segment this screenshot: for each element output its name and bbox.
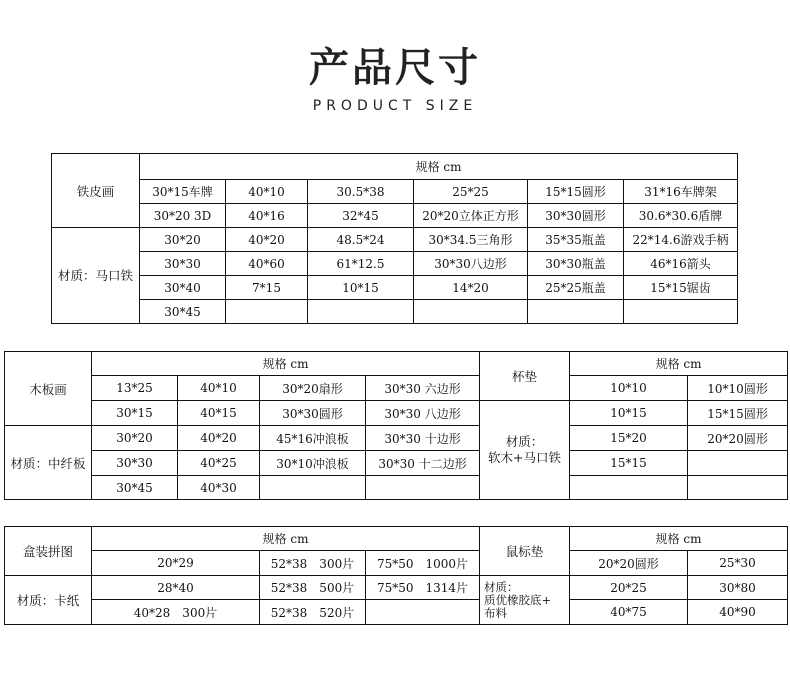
table-cell: 40*10 [178,376,260,401]
table-cell [624,300,738,324]
tin-product-name: 铁皮画 [52,154,140,228]
table-cell [570,476,688,500]
table-cell: 30*45 [140,300,226,324]
table-cell: 40*75 [570,600,688,625]
table-cell [414,300,528,324]
table-cell: 20*25 [570,576,688,600]
coaster-material-line2: 软木+马口铁 [488,450,562,465]
table-cell [366,600,480,625]
table-cell: 52*38 500片 [260,576,366,600]
puzzle-spec-header: 规格 cm [92,527,480,551]
puzzle-material: 材质：卡纸 [5,576,92,625]
table-cell: 30*30瓶盖 [528,252,624,276]
table-cell: 30*20 3D [140,204,226,228]
table-cell: 30*30 十边形 [366,426,480,451]
table-cell: 30*20扇形 [260,376,366,401]
table-cell: 40*15 [178,401,260,426]
wood-product-name: 木板画 [5,352,92,426]
table-cell: 30.6*30.6盾牌 [624,204,738,228]
mousepad-material-line2: 质优橡胶底+ [484,592,552,607]
table-cell: 46*16箭头 [624,252,738,276]
mousepad-material-line1: 材质： [484,579,519,594]
table-cell: 40*60 [226,252,308,276]
table-cell: 25*30 [688,551,788,576]
table-cell [308,300,414,324]
puzzle-mousepad-table [4,526,788,625]
table-cell: 52*38 520片 [260,600,366,625]
table-cell: 22*14.6游戏手柄 [624,228,738,252]
table-cell: 40*16 [226,204,308,228]
table-cell: 40*20 [226,228,308,252]
mousepad-material-line3: 布料 [484,605,507,620]
table-cell: 20*20立体正方形 [414,204,528,228]
table-cell: 30*30 [140,252,226,276]
table-cell: 61*12.5 [308,252,414,276]
table-cell: 75*50 1000片 [366,551,480,576]
table-cell: 25*25瓶盖 [528,276,624,300]
table-cell [260,476,366,500]
table-cell [688,476,788,500]
table-cell: 25*25 [414,180,528,204]
page-subtitle: PRODUCT SIZE [312,98,478,114]
table-cell: 14*20 [414,276,528,300]
table-cell: 40*20 [178,426,260,451]
table-cell: 30*20 [92,426,178,451]
table-cell: 30*30圆形 [260,401,366,426]
table-cell: 30*30圆形 [528,204,624,228]
table-cell [688,451,788,476]
table-cell [366,476,480,500]
coaster-material-line1: 材质： [505,434,544,449]
table-cell: 30*10冲浪板 [260,451,366,476]
table-cell: 15*15圆形 [688,401,788,426]
mousepad-product-name: 鼠标垫 [480,527,570,576]
table-cell: 20*20圆形 [570,551,688,576]
mousepad-spec-header: 规格 cm [570,527,788,551]
table-cell: 10*15 [570,401,688,426]
wood-material: 材质：中纤板 [5,426,92,500]
table-cell: 48.5*24 [308,228,414,252]
table-cell: 20*29 [92,551,260,576]
table-cell: 30*30 八边形 [366,401,480,426]
table-cell: 32*45 [308,204,414,228]
table-cell: 40*90 [688,600,788,625]
table-cell: 30*30八边形 [414,252,528,276]
table-cell [226,300,308,324]
table-cell: 10*10圆形 [688,376,788,401]
table-cell: 45*16冲浪板 [260,426,366,451]
table-cell: 30*30 六边形 [366,376,480,401]
table-cell: 10*15 [308,276,414,300]
tin-painting-table [51,153,738,324]
coaster-spec-header: 规格 cm [570,352,788,376]
mousepad-material [480,576,570,625]
table-cell: 75*50 1314片 [366,576,480,600]
table-cell: 15*20 [570,426,688,451]
table-cell: 30*20 [140,228,226,252]
table-cell: 28*40 [92,576,260,600]
table-cell: 13*25 [92,376,178,401]
coaster-material [480,401,570,500]
table-cell: 40*25 [178,451,260,476]
table-cell: 15*15 [570,451,688,476]
table-cell: 30*80 [688,576,788,600]
wood-coaster-table [4,351,788,500]
table-cell: 30*40 [140,276,226,300]
table-cell: 30.5*38 [308,180,414,204]
table-cell: 35*35瓶盖 [528,228,624,252]
table-cell: 31*16车牌架 [624,180,738,204]
table-cell: 15*15圆形 [528,180,624,204]
table-cell: 30*30 [92,451,178,476]
tin-material: 材质：马口铁 [52,228,140,324]
table-cell: 40*10 [226,180,308,204]
table-cell: 30*45 [92,476,178,500]
table-cell: 30*15 [92,401,178,426]
tin-spec-header: 规格 cm [140,154,738,180]
table-cell: 30*15车牌 [140,180,226,204]
coaster-product-name: 杯垫 [480,352,570,401]
puzzle-product-name: 盒装拼图 [5,527,92,576]
table-cell: 10*10 [570,376,688,401]
table-cell [528,300,624,324]
table-cell: 40*30 [178,476,260,500]
table-cell: 7*15 [226,276,308,300]
table-cell: 20*20圆形 [688,426,788,451]
table-cell: 40*28 300片 [92,600,260,625]
table-cell: 30*34.5三角形 [414,228,528,252]
table-cell: 52*38 300片 [260,551,366,576]
page-title: 产品尺寸 [309,45,481,91]
wood-spec-header: 规格 cm [92,352,480,376]
table-cell: 15*15锯齿 [624,276,738,300]
table-cell: 30*30 十二边形 [366,451,480,476]
